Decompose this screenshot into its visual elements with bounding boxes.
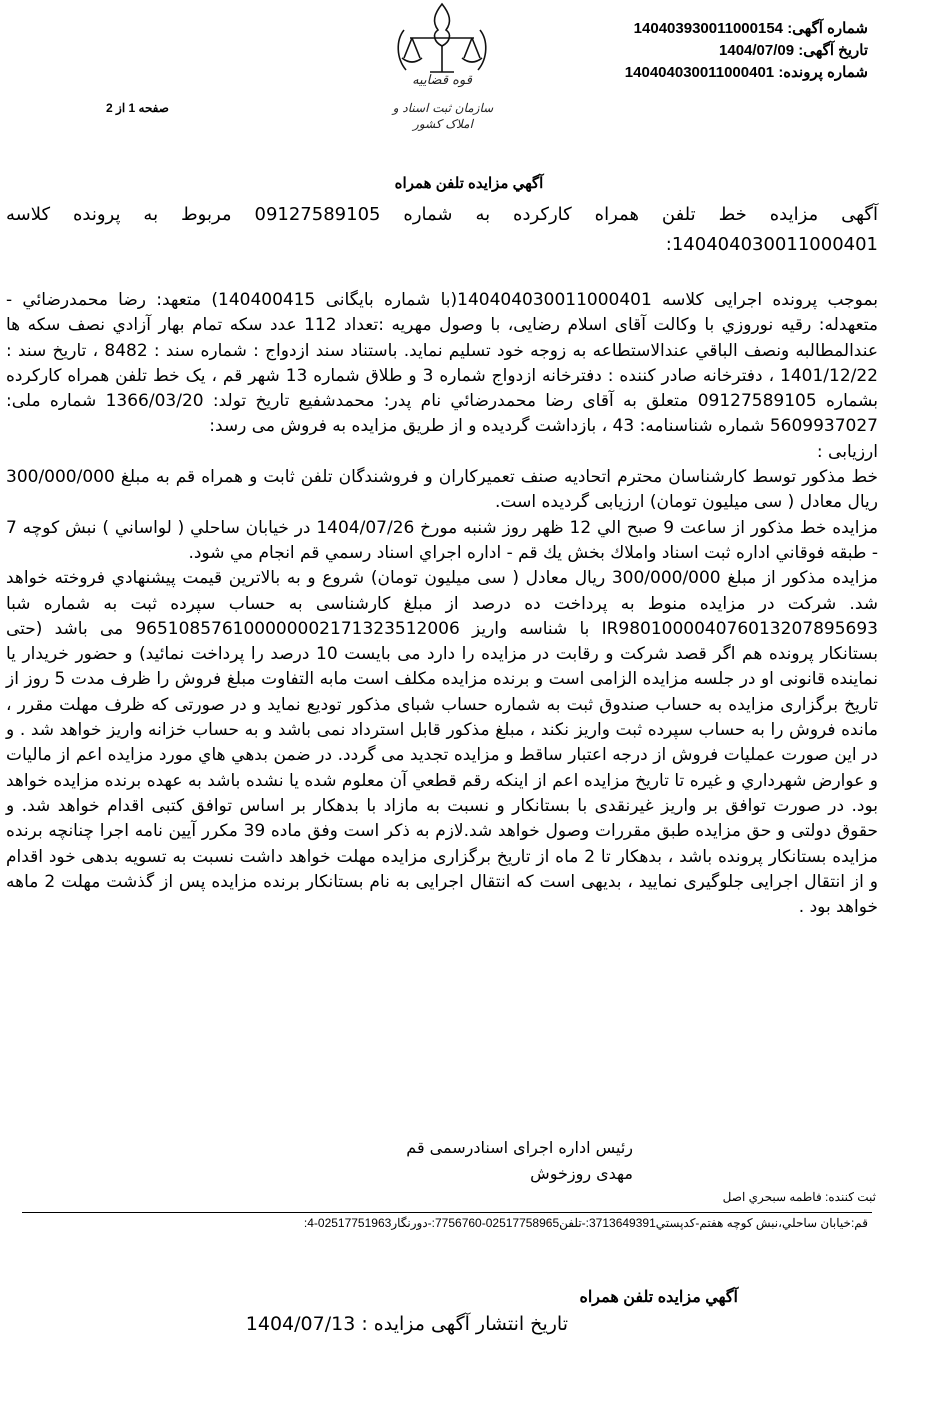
case-number-value: 140404030011000401 (624, 64, 775, 81)
ad-date-row (625, 40, 868, 62)
emblem-judiciary-text: قوه قضاییه (412, 73, 472, 88)
divider (22, 1212, 872, 1213)
signature-block (406, 1135, 633, 1187)
paragraph-case: بموجب پرونده اجرایی کلاسه 140404030011000401(با شماره بایگانی 140400415) متعهد: رضا محمدرضائي - متعهدله: رقيه نوروزي با وكالت آقاى اسلام رضايى، با وصول مهريه :تعداد 112 عدد سكه تمام بهار آزادي نصف سكه ها عندالمطالبه ونصف الباقي عندالاستطاعه به زوجه خود تسليم نمايد. باستناد سند ازدواج : شماره سند : 8482 ، تاریخ سند : 1401/12/22 ، دفترخانه صادر کننده : دفترخانه ازدواج شماره 3 و طلاق شماره 13 شهر قم ، یک خط تلفن همراه کارکرده بشماره 09127589105 متعلق به آقای رضا محمدرضائي نام پدر: محمدشفيع تاريخ تولد: 1366/03/20 شماره ملی: 5609937027 شماره شناسنامه: 43 ، بازداشت گردیده و از طریق مزایده به فروش می رسد: (6, 290, 879, 437)
ad-number-row (625, 18, 868, 40)
body-text (6, 288, 878, 920)
paragraph-auction-terms: مزایده مذکور از مبلغ 300/000/000 ریال معادل ( سی میلیون تومان) شروع و به بالاترین قیمت پيشنهادي فروخته خواهد شد. شرکت در مزايده منوط به پرداخت ده درصد از مبلغ کارشناسی به حساب سپرده ثبت به شماره شبا IR980100004076013207895693 با شناسه واريز 965108576100000002171323512006 می باشد (حتی بستانکار پرونده هم اگر قصد شرکت و رقابت در مزایده را دارد می بایست 10 درصد را پرداخت نمائید) و حضور خريدار يا نماينده قانونی او در جلسه مزايده الزامی است و برنده مزايده مکلف است مابه التفاوت مبلغ فروش را ظرف مدت 5 روز از تاريخ برگزاری مزايده به حساب صندوق ثبت به شماره حساب شبای مذكور توديع نمايد و در صورتی كه ظرف مهلت مقرر ، مانده فروش را به حساب سپرده ثبت واريز نكند ، مبلغ مذكور قابل استرداد نمی باشد و به حساب خزانه واريز خواهد شد . و در اين صورت عمليات فروش از درجه اعتبار ساقط و مزايده تجديد می گردد. در ضمن بدهي هاي مورد مزايده اعم از ماليات و عوارض شهرداري و غيره تا تاريخ مزايده اعم از اينكه رقم قطعي آن معلوم شده يا نشده باشد به عهده برنده مزايده خواهد بود. در صورت توافق بر واريز غيرنقدی با بستانكار و نسبت به مازاد با بدهكار بر اساس توافق كتبی اقدام خواهد شد. و حقوق دولتی و حق مزايده طبق مقررات وصول خواهد شد.لازم به ذکر است وفق ماده 39 مکرر آيين نامه اجرا چنانچه برنده مزايده بستانکار پرونده باشد ، بدهکار تا 2 ماه از تاريخ برگزاری مزايده مهلت خواهد داشت نسبت به تسويه بدهی خود اقدام و از انتقال اجرايی جلوگيری نماييد ، بديهی است که انتقال اجرايی به نام بستانکار برنده مزايده پس از گذشت مهلت 2 ماهه خواهد بود . (6, 568, 879, 918)
case-number-row (625, 62, 868, 84)
signature-name: مهدی روزخوش (530, 1164, 633, 1183)
ad-number-label: شماره آگهی: (787, 20, 868, 37)
header-meta (625, 18, 868, 84)
page-indicator: صفحه 1 از 2 (106, 101, 169, 115)
paragraph-auction-time: مزايده خط مذكور از ساعت 9 صبح الي 12 ظهر روز شنبه مورخ 1404/07/26 در خيابان ساحلي ( لواساني ) نبش كوچه 7 - طبقه فوقاني اداره ثبت اسناد واملاك بخش يك قم - اداره اجراي اسناد رسمي قم انجام مي شود. (6, 517, 878, 563)
paragraph-evaluation-label: ارزیابی : (816, 441, 878, 462)
summary-text: آگهی مزایده خط تلفن همراه کارکرده به شماره 09127589105 مربوط به پرونده کلاسه 140404030011000401: (6, 204, 878, 255)
page-title: آگهي مزايده تلفن همراه (394, 175, 544, 192)
signature-position: رئیس اداره اجرای اسنادرسمی قم (406, 1138, 633, 1157)
ad-date-value: 1404/07/09 (719, 42, 795, 59)
publish-date: تاریخ انتشار آگهی مزایده : 1404/07/13 (245, 1313, 568, 1335)
ad-number-value: 140403930011000154 (633, 20, 784, 37)
case-number-label: شماره پرونده: (778, 64, 868, 81)
bottom-title: آگهي مزايده تلفن همراه (579, 1289, 738, 1306)
registrar-line: ثبت کننده: فاطمه سبحري اصل (722, 1190, 876, 1204)
emblem-organization-text: سازمان ثبت اسناد و املاک کشور (392, 101, 494, 131)
paragraph-evaluation: خط مذکور توسط کارشناسان محترم اتحادیه صنف تعمیرکاران و فروشندگان تلفن ثابت و همراه قم به مبلغ 300/000/000 ریال معادل ( سی میلیون تومان) ارزیابی گردیده است. (6, 467, 878, 513)
office-address: قم:خیابان ساحلي،نبش کوچه هفتم-کدپستي3713649391:-تلفن02517758965-7756760:-دورنگار02517751963-4: (303, 1216, 868, 1230)
ad-date-label: تاریخ آگهی: (798, 42, 868, 59)
